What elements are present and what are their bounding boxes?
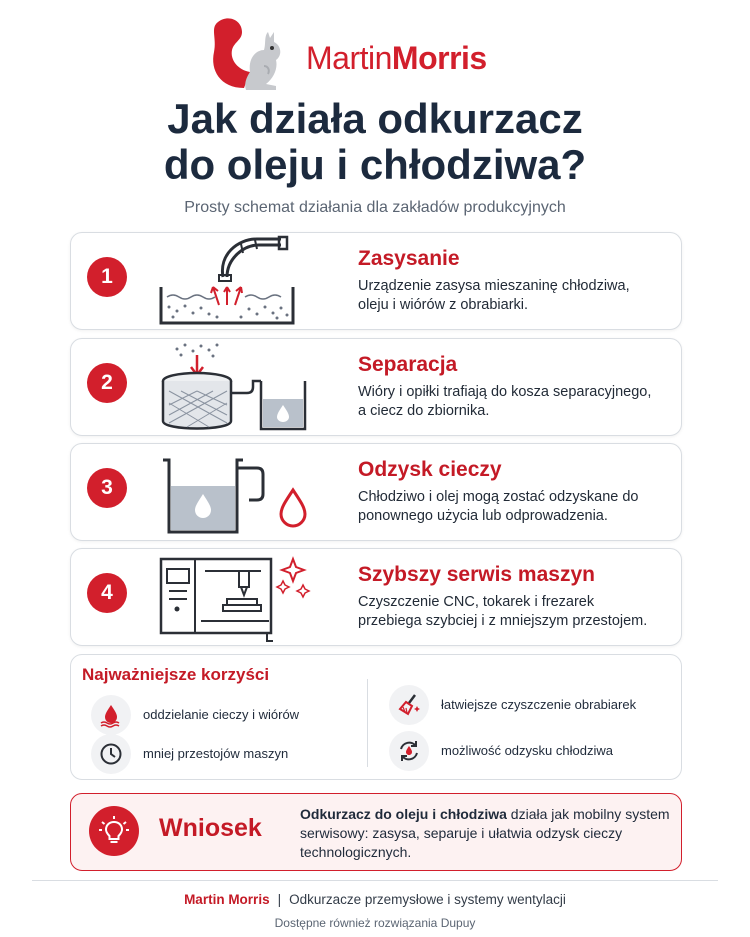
step-title: Separacja xyxy=(358,353,458,376)
page-subtitle: Prosty schemat działania dla zakładów produkcyjnych xyxy=(184,199,566,216)
conclusion-title: Wniosek xyxy=(159,814,262,842)
step-title: Zasysanie xyxy=(358,247,460,270)
step-title: Odzysk cieczy xyxy=(358,458,502,481)
footer-divider xyxy=(32,880,718,881)
conclusion-text xyxy=(300,805,670,862)
footer-line-1 xyxy=(0,892,750,907)
cnc-machine-icon xyxy=(157,551,327,643)
brand-logo xyxy=(206,10,526,94)
step-number-badge: 1 xyxy=(87,257,127,297)
step-description: Chłodziwo i olej mogą zostać odzyskane do ponownego użycia lub odprowadzenia. xyxy=(358,489,639,524)
lightbulb-icon xyxy=(89,806,139,856)
page-title xyxy=(0,96,750,188)
title-line-2: do oleju i chłodziwa? xyxy=(163,141,587,188)
step-title: Szybszy serwis maszyn xyxy=(358,563,595,586)
squirrel-icon xyxy=(206,10,296,94)
footer-tagline: Odkurzacze przemysłowe i systemy wentylacji xyxy=(289,892,566,907)
step-number-badge: 3 xyxy=(87,468,127,508)
step-description: Czyszczenie CNC, tokarek i frezarek przebiega szybciej i z mniejszym przestojem. xyxy=(358,594,648,629)
recycle-drop-icon xyxy=(389,731,429,771)
benefits-title: Najważniejsze korzyści xyxy=(82,665,270,684)
step-card-4 xyxy=(70,548,682,646)
benefits-divider xyxy=(367,679,368,767)
title-line-1: Jak działa odkurzacz xyxy=(167,95,583,142)
suction-nozzle-icon xyxy=(157,235,327,327)
benefits-panel xyxy=(70,654,682,780)
liquid-recovery-icon xyxy=(157,446,327,538)
footer-separator: | xyxy=(277,892,282,907)
conclusion-box xyxy=(70,793,682,871)
brand-name: MartinMorris xyxy=(306,40,487,76)
clock-icon xyxy=(91,734,131,774)
step-number-badge: 4 xyxy=(87,573,127,613)
benefit-text: oddzielanie cieczy i wiórów xyxy=(143,707,300,722)
separator-basket-icon xyxy=(157,341,327,433)
step-description: Wióry i opiłki trafiają do kosza separacyjnego, a ciecz do zbiornika. xyxy=(358,384,652,419)
step-card-2 xyxy=(70,338,682,436)
footer-brand: Martin Morris xyxy=(184,892,270,907)
brush-icon xyxy=(389,685,429,725)
water-drop-icon xyxy=(91,695,131,735)
step-number-badge: 2 xyxy=(87,363,127,403)
benefit-text: mniej przestojów maszyn xyxy=(143,746,289,761)
step-card-1 xyxy=(70,232,682,330)
conclusion-bold: Odkurzacz do oleju i chłodziwa xyxy=(300,806,507,822)
step-description: Urządzenie zasysa mieszaninę chłodziwa, oleju i wiórów z obrabiarki. xyxy=(358,278,630,313)
step-card-3 xyxy=(70,443,682,541)
footer-note: Dostępne również rozwiązania Dupuy xyxy=(274,916,476,930)
benefit-text: możliwość odzysku chłodziwa xyxy=(441,743,613,758)
benefit-text: łatwiejsze czyszczenie obrabiarek xyxy=(441,697,637,712)
conclusion-rest: działa jak mobilny system serwisowy: zasysa, separuje i ułatwia odzysk cieczy technologicznych. xyxy=(300,806,670,860)
